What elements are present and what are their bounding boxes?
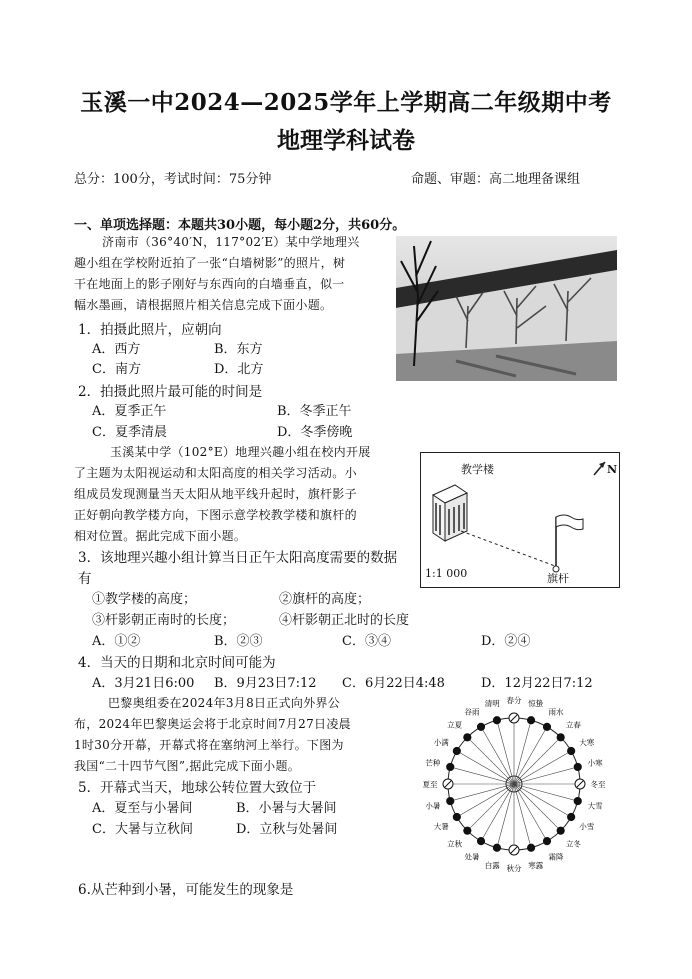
term-marker (453, 747, 460, 754)
term-marker (453, 813, 460, 820)
term-label: 寒露 (528, 861, 544, 871)
scale-label: 1:1 000 (425, 567, 468, 580)
question-1: 1．拍摄此照片，应朝向 (78, 322, 222, 338)
term-label: 大暑 (433, 822, 449, 831)
q2-option-b[interactable]: B．冬季正午 (277, 404, 352, 419)
term-label: 霜降 (548, 852, 564, 862)
term-label: 清明 (484, 698, 500, 708)
term-label: 冬至 (590, 780, 606, 789)
q3-item-1: ①教学楼的高度； (92, 592, 197, 607)
term-spoke (481, 784, 514, 841)
q5-option-b[interactable]: B．小暑与大暑间 (236, 801, 337, 816)
q4-option-b[interactable]: B．9月23日7:12 (214, 676, 317, 691)
term-label: 立春 (565, 720, 581, 730)
q1-option-c[interactable]: C．南方 (92, 362, 141, 377)
intro2-line: 相对位置。据此完成下面小题。 (74, 529, 247, 543)
term-marker (574, 797, 581, 804)
term-spoke (457, 751, 514, 784)
north-label: N (607, 463, 618, 476)
q3-option-b[interactable]: B．②③ (214, 634, 263, 649)
term-spoke (481, 727, 514, 784)
question-5: 5．开幕式当天，地球公转位置大致位于 (78, 780, 317, 796)
q5-option-d[interactable]: D．立秋与处暑间 (236, 822, 338, 837)
flagpole-label: 旗杆 (547, 572, 569, 585)
q3-item-4: ④杆影朝正北时的长度 (279, 613, 410, 628)
term-label: 立夏 (447, 720, 463, 730)
intro2-line: 组成员发现测量当天太阳从地平线升起时，旗杆影子 (74, 487, 357, 501)
page-title: 玉溪一中2024—2025学年上学期高二年级期中考 (80, 89, 612, 116)
term-spoke (467, 737, 514, 784)
term-spoke (514, 751, 571, 784)
q4-option-c[interactable]: C．6月22日4:48 (342, 676, 445, 691)
q3-option-c[interactable]: C．③④ (342, 634, 391, 649)
q2-option-c[interactable]: C．夏季清晨 (92, 425, 167, 440)
term-spoke (450, 784, 514, 801)
term-label: 雨水 (548, 707, 564, 717)
term-marker (464, 734, 471, 741)
intro1-line: 趣小组在学校附近拍了一张“白墙树影”的照片，树 (74, 256, 346, 270)
term-label: 处暑 (464, 852, 480, 862)
term-marker (447, 763, 454, 770)
question-3: 3．该地理兴趣小组计算当日正午太阳高度需要的数据 (78, 550, 398, 566)
building-label: 教学楼 (461, 463, 494, 476)
intro-passage-2 (74, 442, 408, 547)
q1-option-d[interactable]: D．北方 (214, 362, 264, 377)
q2-option-d[interactable]: D．冬季傍晚 (277, 425, 353, 440)
q3-option-d[interactable]: D．②④ (481, 634, 531, 649)
term-spoke (514, 727, 547, 784)
intro3-line: 1时30分开幕，开幕式将在塞纳河上举行。下图为 (74, 738, 344, 752)
intro-passage-3 (74, 693, 394, 777)
intro3-line: 我国“二十四节气图”,据此完成下面小题。 (74, 759, 301, 773)
q2-option-a[interactable]: A．夏季正午 (92, 404, 167, 419)
term-marker (574, 763, 581, 770)
q3-item-3: ③杆影朝正南时的长度； (92, 613, 236, 628)
term-label: 白露 (484, 861, 500, 871)
term-marker (477, 723, 484, 730)
term-label: 惊蛰 (528, 698, 544, 708)
section-heading: 一、单项选择题：本题共30小题，每小题2分，共60分。 (74, 218, 406, 233)
q3-option-a[interactable]: A．①② (92, 634, 141, 649)
exam-authors: 命题、审题：高二地理备课组 (411, 172, 581, 187)
term-spoke (497, 784, 514, 848)
term-spoke (514, 737, 561, 784)
intro3-line: 巴黎奥组委在2024年3月8日正式向外界公 (108, 696, 341, 710)
term-spoke (514, 767, 578, 784)
term-label: 夏至 (422, 780, 438, 789)
intro2-line: 正好朝向教学楼方向，下图示意学校教学楼和旗杆的 (74, 508, 357, 522)
term-marker (477, 838, 484, 845)
term-spoke (497, 720, 514, 784)
intro3-line: 布，2024年巴黎奥运会将于北京时间7月27日凌晨 (74, 717, 351, 731)
term-label: 芒种 (425, 758, 441, 768)
term-label: 立冬 (565, 839, 581, 849)
q5-option-c[interactable]: C．大暑与立秋间 (92, 822, 193, 837)
term-marker (493, 844, 500, 851)
term-marker (543, 723, 550, 730)
term-marker (557, 734, 564, 741)
term-marker (527, 717, 534, 724)
term-label: 大雪 (587, 801, 603, 811)
q1-option-a[interactable]: A．西方 (92, 342, 141, 357)
term-marker (527, 844, 534, 851)
school-map-figure (420, 452, 620, 588)
term-label: 小满 (433, 738, 449, 747)
term-marker (568, 747, 575, 754)
term-spoke (467, 784, 514, 831)
term-spoke (514, 720, 531, 784)
solar-terms-diagram (394, 690, 634, 880)
term-label: 秋分 (506, 864, 522, 873)
question-2: 2．拍摄此照片最可能的时间是 (78, 384, 263, 400)
intro2-line: 玉溪某中学（102°E）地理兴趣小组在校内开展 (110, 445, 371, 459)
q5-option-a[interactable]: A．夏至与小暑间 (92, 801, 193, 816)
wall-shadow-photo (396, 236, 617, 381)
term-label: 小寒 (587, 758, 603, 768)
intro1-line: 济南市（36°40′N，117°02′E）某中学地理兴 (102, 235, 360, 249)
term-label: 春分 (506, 696, 522, 705)
term-spoke (514, 784, 547, 841)
q3-item-2: ②旗杆的高度； (279, 592, 371, 607)
term-marker (447, 797, 454, 804)
term-spoke (514, 784, 561, 831)
solar-terms-wheel (394, 690, 634, 880)
exam-info: 总分：100分，考试时间：75分钟 (74, 172, 272, 187)
term-label: 谷雨 (464, 707, 480, 717)
q1-option-b[interactable]: B．东方 (214, 342, 263, 357)
question-4: 4．当天的日期和北京时间可能为 (78, 655, 276, 671)
term-spoke (514, 784, 578, 801)
term-spoke (450, 767, 514, 784)
term-label: 小暑 (425, 801, 441, 811)
term-marker (568, 813, 575, 820)
flag-icon (556, 515, 583, 530)
intro2-line: 了主题为太阳视运动和太阳高度的相关学习活动。小 (74, 466, 357, 480)
teaching-building-icon (433, 485, 467, 541)
term-label: 立秋 (447, 839, 463, 849)
term-spoke (514, 784, 531, 848)
intro-passage-1 (74, 232, 392, 316)
term-marker (493, 717, 500, 724)
term-marker (543, 838, 550, 845)
term-spoke (457, 784, 514, 817)
intro1-line: 干在地面上的影子刚好与东西向的白墙垂直，似一 (74, 277, 345, 291)
term-label: 小雪 (579, 822, 595, 831)
question-6: 6.从芒种到小暑，可能发生的现象是 (78, 882, 294, 898)
q4-option-a[interactable]: A．3月21日6:00 (92, 676, 195, 691)
term-spoke (514, 784, 571, 817)
question-3-cont: 有 (78, 571, 92, 587)
term-marker (464, 827, 471, 834)
term-label: 大寒 (579, 738, 595, 747)
term-marker (557, 827, 564, 834)
q4-option-d[interactable]: D．12月22日7:12 (481, 676, 593, 691)
page-subtitle: 地理学科试卷 (277, 127, 415, 154)
intro1-line: 幅水墨画，请根据照片相关信息完成下面小题。 (74, 298, 333, 312)
